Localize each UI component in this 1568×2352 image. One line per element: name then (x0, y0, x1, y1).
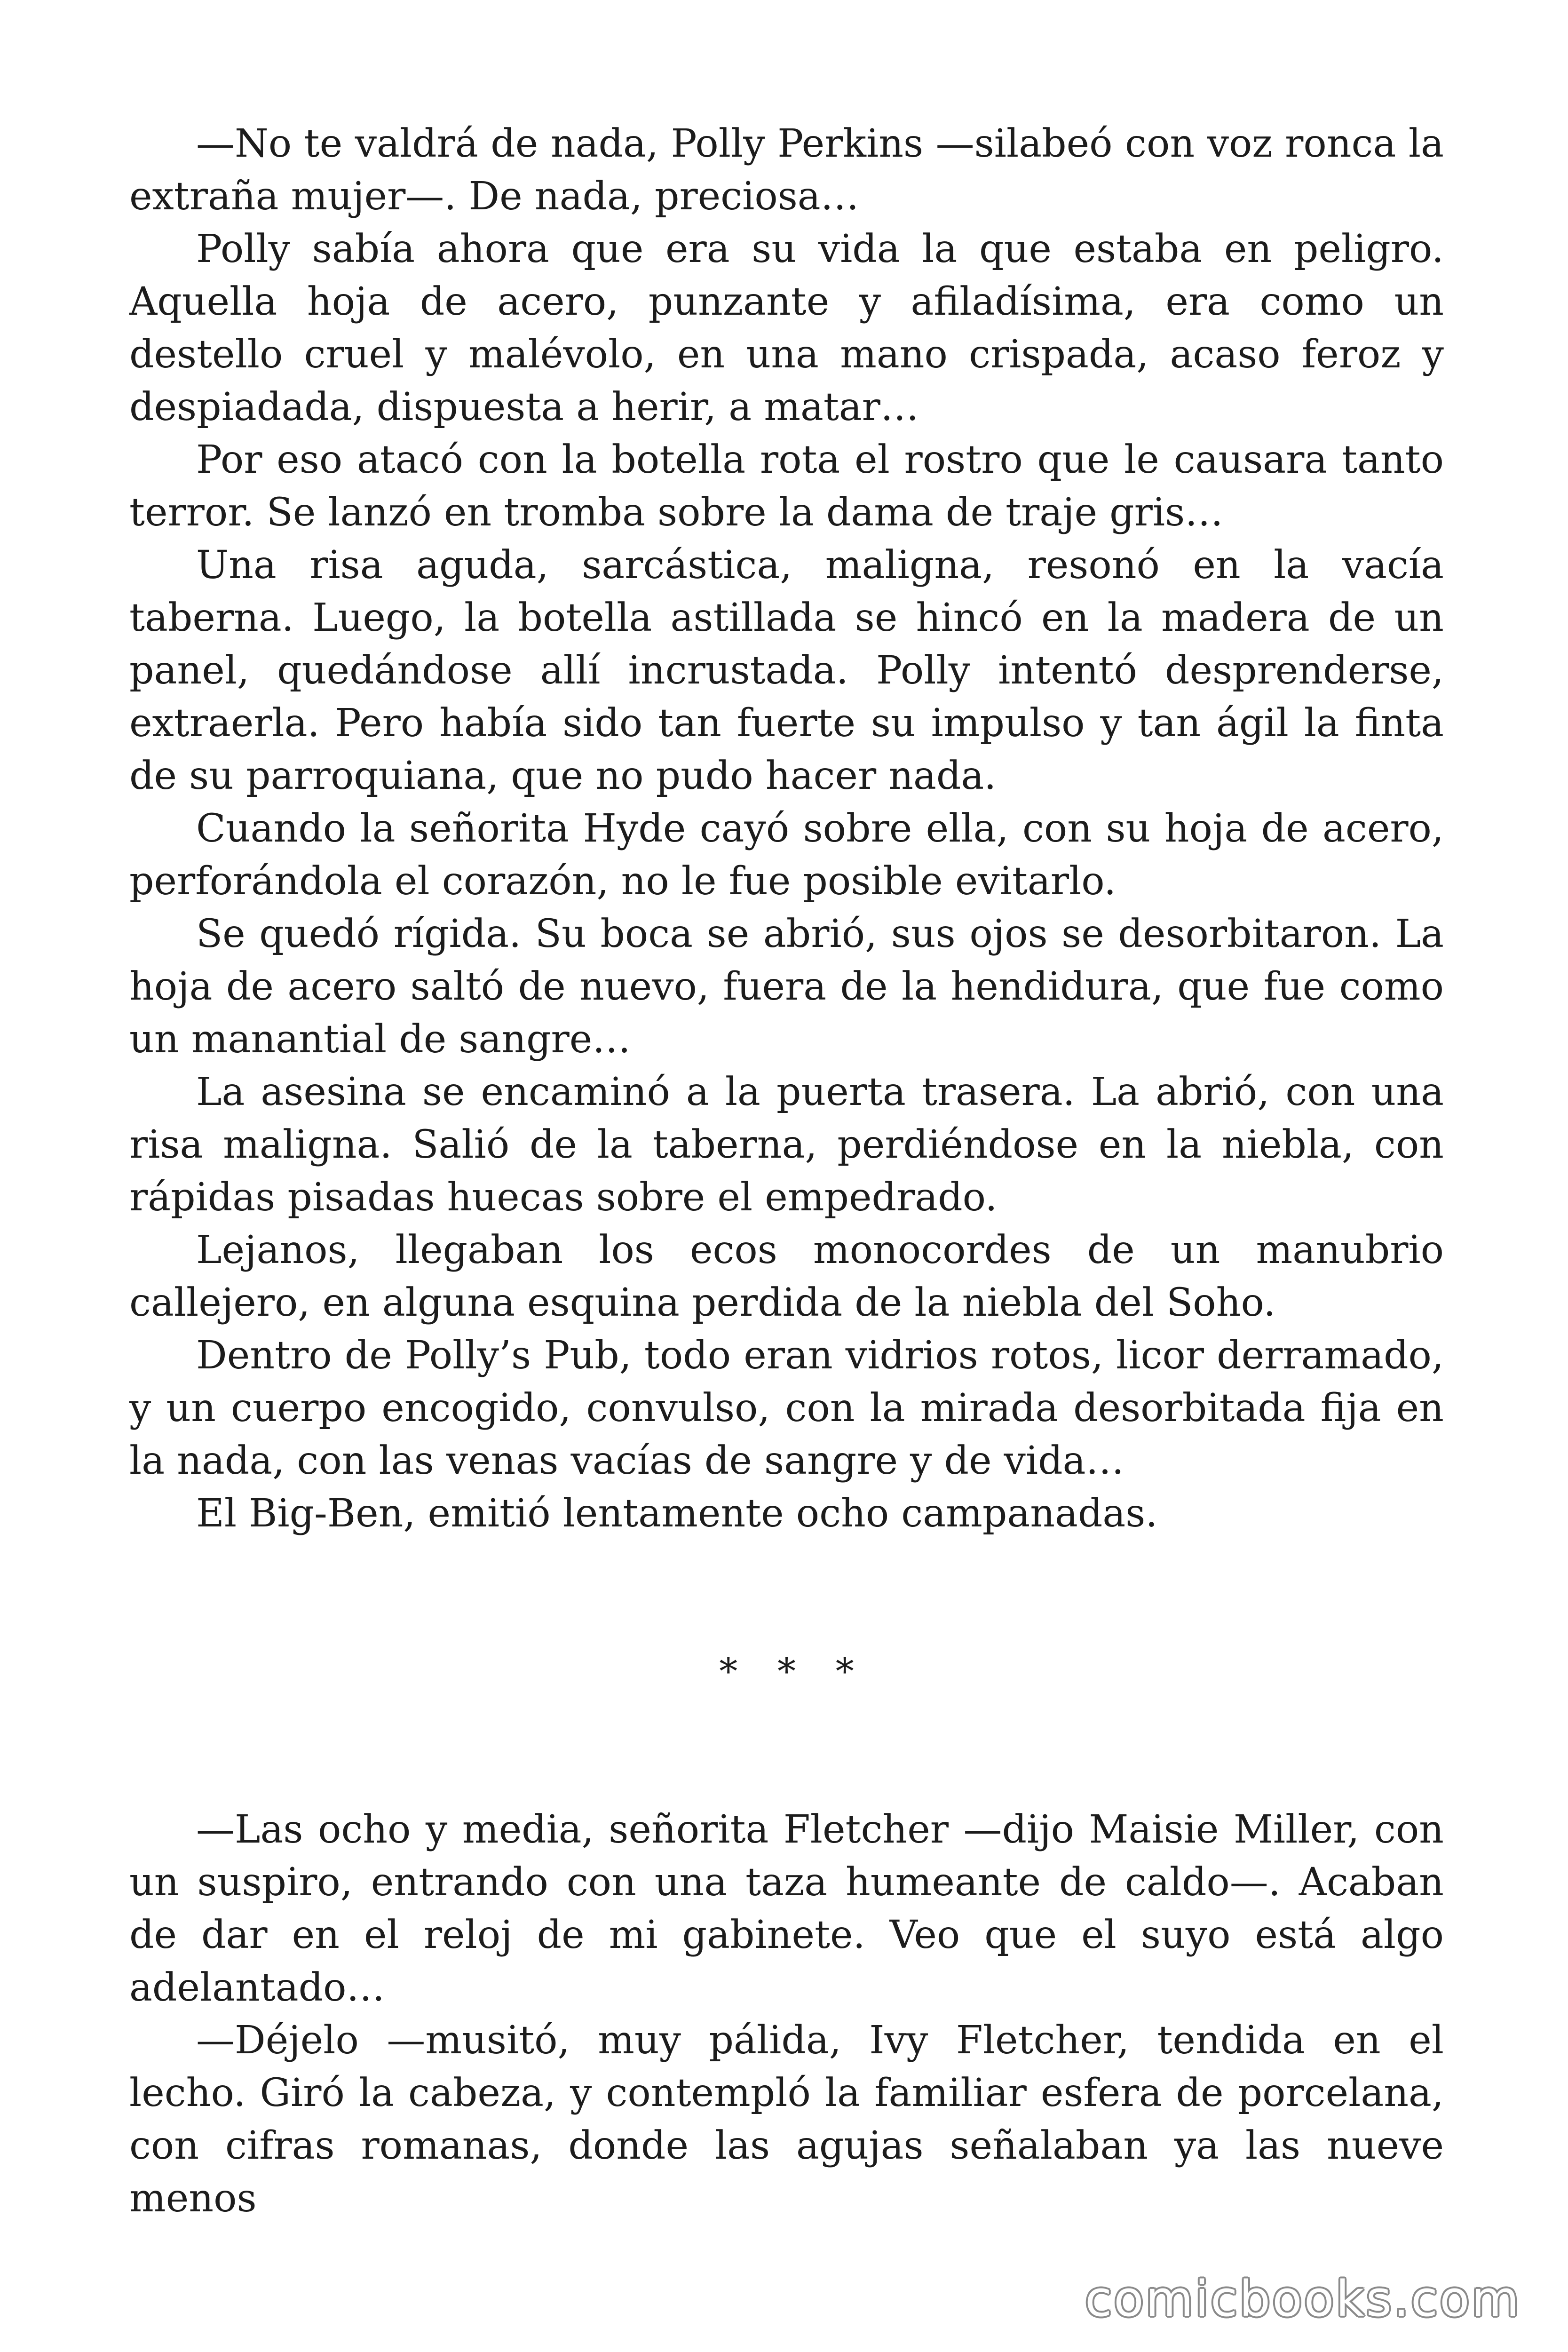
paragraph: Dentro de Polly’s Pub, todo eran vidrios rotos, licor derramado, y un cuerpo encogido, convulso, con la mirada desorbitada fija en la nada, con las venas vacías de sangre y de vida… (129, 1333, 1444, 1483)
paragraph: —No te valdrá de nada, Polly Perkins —silabeó con voz ronca la extraña mujer—. De nada, preciosa… (129, 121, 1444, 219)
paragraph: Por eso atacó con la botella rota el rostro que le causara tanto terror. Se lanzó en tromba sobre la dama de traje gris… (129, 437, 1444, 535)
paragraph: Una risa aguda, sarcástica, maligna, resonó en la vacía taberna. Luego, la botella astillada se hincó en la madera de un panel, quedándose allí incrustada. Polly intentó desprenderse, extraerla. Pero había sido tan fuerte su impulso y tan ágil la finta de su parroquiana, que no pudo hacer nada. (129, 543, 1444, 798)
paragraph: La asesina se encaminó a la puerta trasera. La abrió, con una risa maligna. Salió de la taberna, perdiéndose en la niebla, con rápidas pisadas huecas sobre el empedrado. (129, 1070, 1444, 1220)
scene-break-asterisks: * * * (719, 1651, 868, 1693)
paragraph: Lejanos, llegaban los ecos monocordes de un manubrio callejero, en alguna esquina perdida de la niebla del Soho. (129, 1228, 1444, 1325)
body-text (129, 118, 1444, 2225)
paragraph: Se quedó rígida. Su boca se abrió, sus ojos se desorbitaron. La hoja de acero saltó de nuevo, fuera de la hendidura, que fue como un manantial de sangre… (129, 912, 1444, 1062)
paragraph-last-before-break: El Big-Ben, emitió lentamente ocho campanadas. (196, 1491, 1158, 1536)
watermark-logo: comicbooks.com (1085, 2270, 1521, 2328)
paragraph: —Déjelo —musitó, muy pálida, Ivy Fletcher, tendida en el lecho. Giró la cabeza, y contempló la familiar esfera de porcelana, con cifras romanas, donde las agujas señalaban ya las nueve menos (129, 2018, 1444, 2221)
paragraph: Polly sabía ahora que era su vida la que estaba en peligro. Aquella hoja de acero, punzante y afiladísima, era como un destello cruel y malévolo, en una mano crispada, acaso feroz y despiadada, dispuesta a herir, a matar… (129, 227, 1444, 429)
paragraph: Cuando la señorita Hyde cayó sobre ella, con su hoja de acero, perforándola el corazón, no le fue posible evitarlo. (129, 806, 1444, 904)
paragraph: —Las ocho y media, señorita Fletcher —dijo Maisie Miller, con un suspiro, entrando con una taza humeante de caldo—. Acaban de dar en el reloj de mi gabinete. Veo que el suyo está algo adelantado… (129, 1807, 1444, 2010)
